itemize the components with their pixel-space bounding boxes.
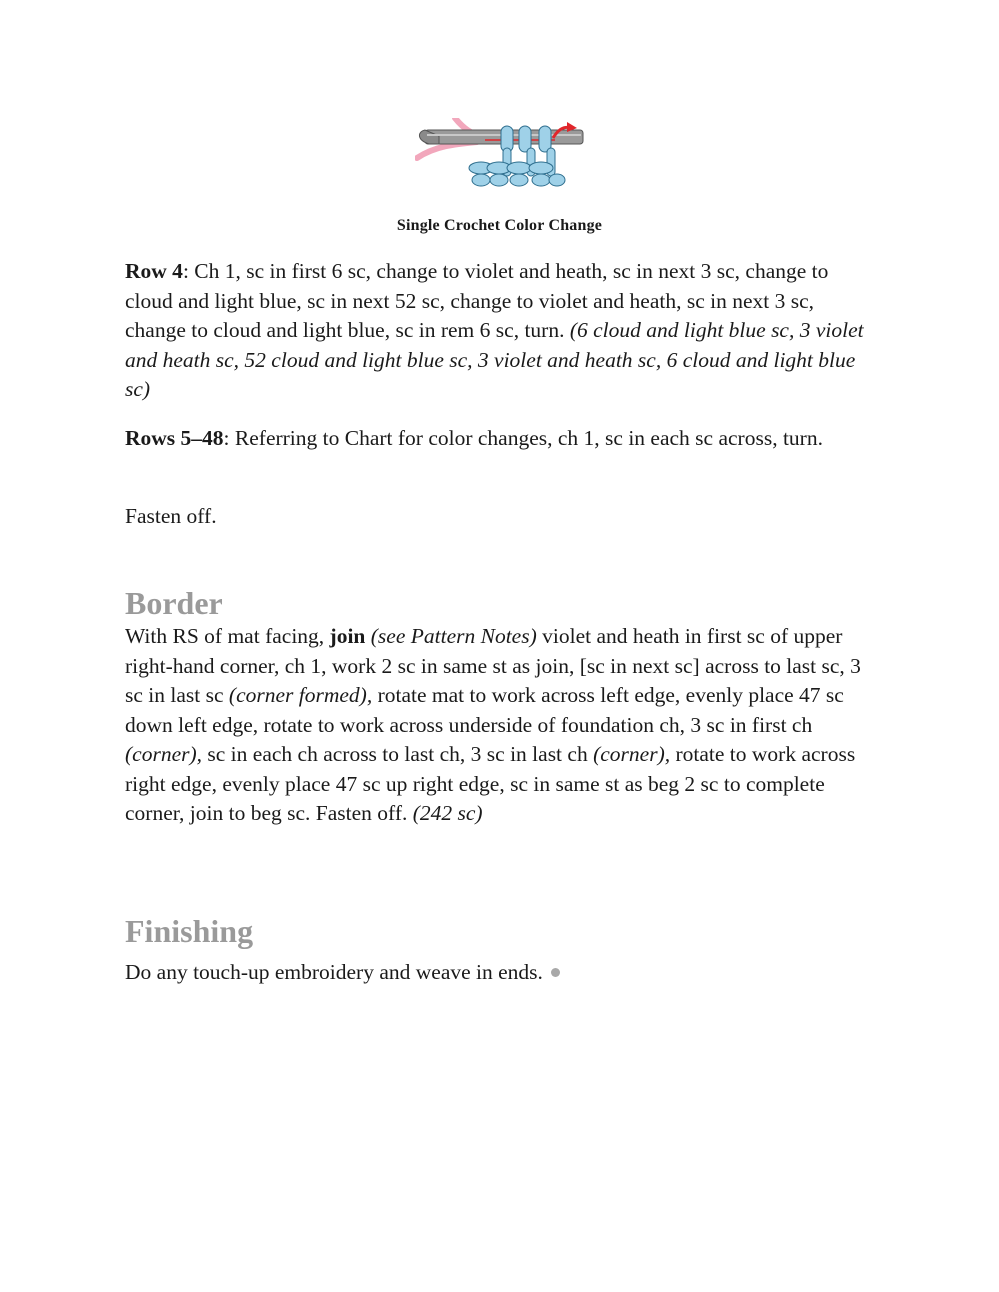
border-text-5: sc in each ch across to last ch, 3 sc in last ch (202, 742, 594, 766)
rows-5-48-label: Rows 5–48 (125, 426, 224, 450)
figure-caption: Single Crochet Color Change (396, 217, 603, 234)
border-text-3: violet and heath in first sc of upper right-hand corner, ch 1, work 2 sc in same st as join, [sc in next sc] across to last sc, 3 sc in last sc (125, 624, 861, 707)
finishing-paragraph (125, 958, 877, 988)
join-term: join (329, 624, 366, 648)
corner-formed-note: (corner formed), (228, 683, 373, 707)
end-of-pattern-bullet-icon (551, 968, 560, 977)
row-4-label: Row 4 (125, 259, 183, 283)
row-4-count: (6 cloud and light blue sc, 3 violet and heath sc, 52 cloud and light blue sc, 3 violet and heath sc, 6 cloud and light blue sc) (125, 318, 864, 401)
row-4-text: : Ch 1, sc in first 6 sc, change to violet and heath, sc in next 3 sc, change to cloud and light blue, sc in next 52 sc, change to violet and heath, sc in next 3 sc, change to cloud and light blue, sc in rem 6 sc, turn. (125, 259, 829, 342)
border-paragraph (125, 622, 877, 829)
border-text-6: rotate to work across right edge, evenly place 47 sc up right edge, sc in same st as beg 2 sc to complete corner, join to beg sc. Fasten off. (125, 742, 856, 825)
corner-note-1: (corner), (125, 742, 203, 766)
finishing-heading: Finishing (125, 913, 254, 949)
border-heading: Border (125, 585, 223, 621)
row-4-paragraph (125, 257, 877, 405)
border-text-4: rotate mat to work across left edge, evenly place 47 sc down left edge, rotate to work across underside of foundation ch, 3 sc in first ch (125, 683, 844, 737)
rows-5-48-paragraph (125, 424, 877, 454)
see-pattern-notes: (see Pattern Notes) (370, 624, 537, 648)
border-count: (242 sc) (412, 801, 483, 825)
finishing-text: Do any touch-up embroidery and weave in ends. (125, 960, 543, 984)
single-crochet-color-change-illustration (415, 118, 585, 190)
rows-5-48-text: : Referring to Chart for color changes, ch 1, sc in each sc across, turn. (223, 426, 823, 450)
fasten-off-paragraph: Fasten off. (125, 504, 217, 528)
corner-note-2: (corner), (593, 742, 671, 766)
border-text-1: With RS of mat facing, (125, 624, 330, 648)
